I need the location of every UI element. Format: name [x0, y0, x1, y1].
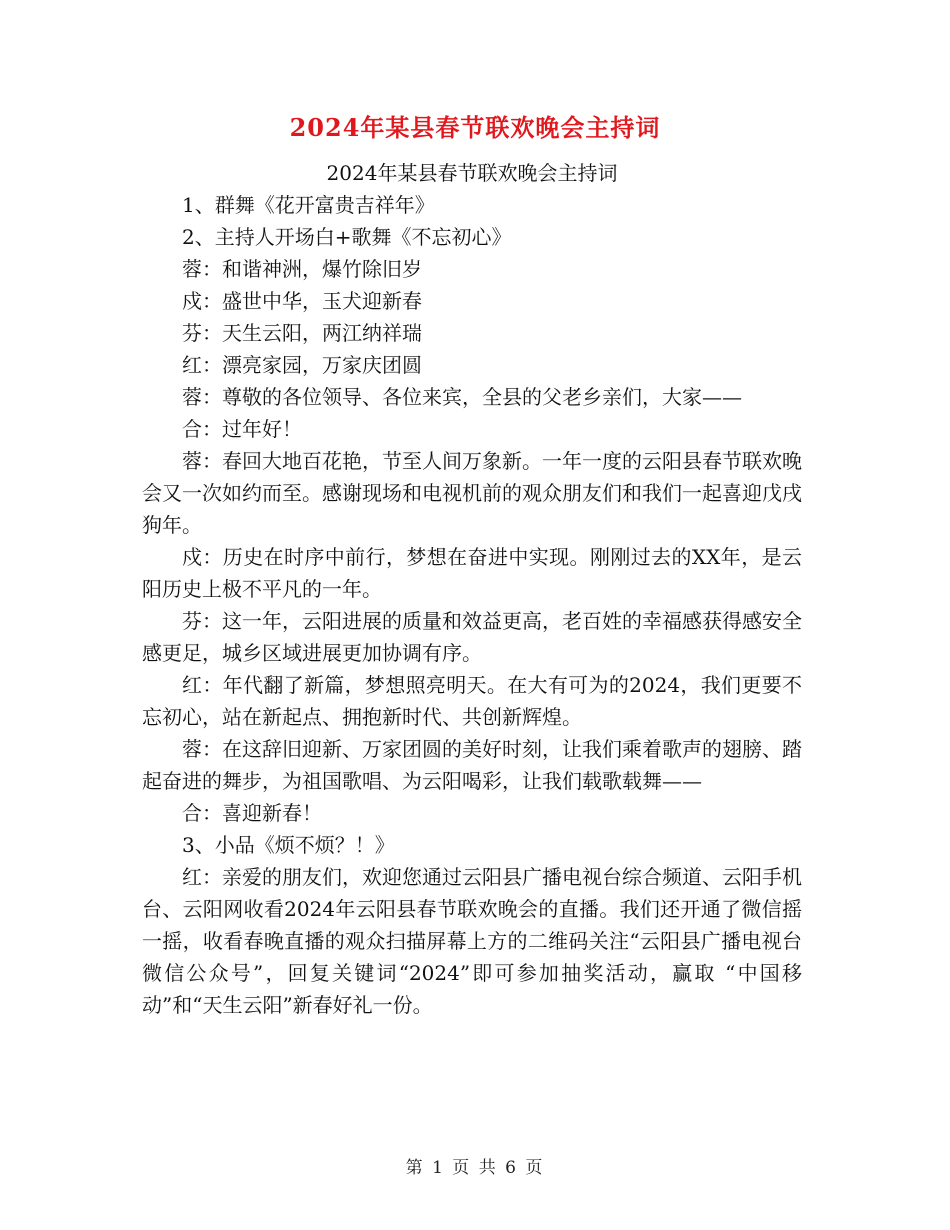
program-item: 3、小品《烦不烦？！》 [182, 833, 395, 857]
document-title: 2024年某县春节联欢晚会主持词 [289, 113, 661, 142]
host-paragraph: 芬：这一年，云阳进展的质量和效益更高，老百姓的幸福感获得感安全感更足，城乡区域进展更加协调有序。 [142, 609, 802, 665]
host-line: 红：漂亮家园，万家庆团圆 [182, 353, 422, 377]
host-paragraph: 红：亲爱的朋友们，欢迎您通过云阳县广播电视台综合频道、云阳手机台、云阳网收看2024年云阳县春节联欢晚会的直播。我们还开通了微信摇一摇，收看春晚直播的观众扫描屏幕上方的二维码关注“云阳县广播电视台微信公众号”，回复关键词“2024”即可参加抽奖活动，赢取 “中国移动”和“天生云阳”新春好礼一份。 [142, 865, 802, 1017]
host-line: 合：过年好！ [182, 417, 302, 441]
host-paragraph: 蓉：在这辞旧迎新、万家团圆的美好时刻，让我们乘着歌声的翅膀、踏起奋进的舞步，为祖国歌唱、为云阳喝彩，让我们载歌载舞—— [142, 737, 802, 793]
host-line: 蓉：尊敬的各位领导、各位来宾，全县的父老乡亲们，大家—— [182, 385, 742, 409]
host-line: 戍：盛世中华，玉犬迎新春 [182, 289, 422, 313]
host-line: 合：喜迎新春！ [182, 801, 322, 825]
document-subtitle: 2024年某县春节联欢晚会主持词 [326, 161, 618, 185]
host-line: 蓉：和谐神洲，爆竹除旧岁 [182, 257, 422, 281]
host-line: 芬：天生云阳，两江纳祥瑞 [182, 321, 422, 345]
host-paragraph: 蓉：春回大地百花艳，节至人间万象新。一年一度的云阳县春节联欢晚会又一次如约而至。感谢现场和电视机前的观众朋友们和我们一起喜迎戊戌狗年。 [142, 449, 802, 537]
host-paragraph: 戍：历史在时序中前行，梦想在奋进中实现。刚刚过去的XX年，是云阳历史上极不平凡的一年。 [142, 545, 802, 601]
page-footer: 第 1 页 共 6 页 [405, 1158, 545, 1178]
program-item: 2、主持人开场白+歌舞《不忘初心》 [182, 225, 512, 249]
host-paragraph: 红：年代翻了新篇，梦想照亮明天。在大有可为的2024，我们更要不忘初心，站在新起点、拥抱新时代、共创新辉煌。 [142, 673, 802, 729]
document-body [142, 157, 802, 1021]
program-item: 1、群舞《花开富贵吉祥年》 [182, 193, 435, 217]
